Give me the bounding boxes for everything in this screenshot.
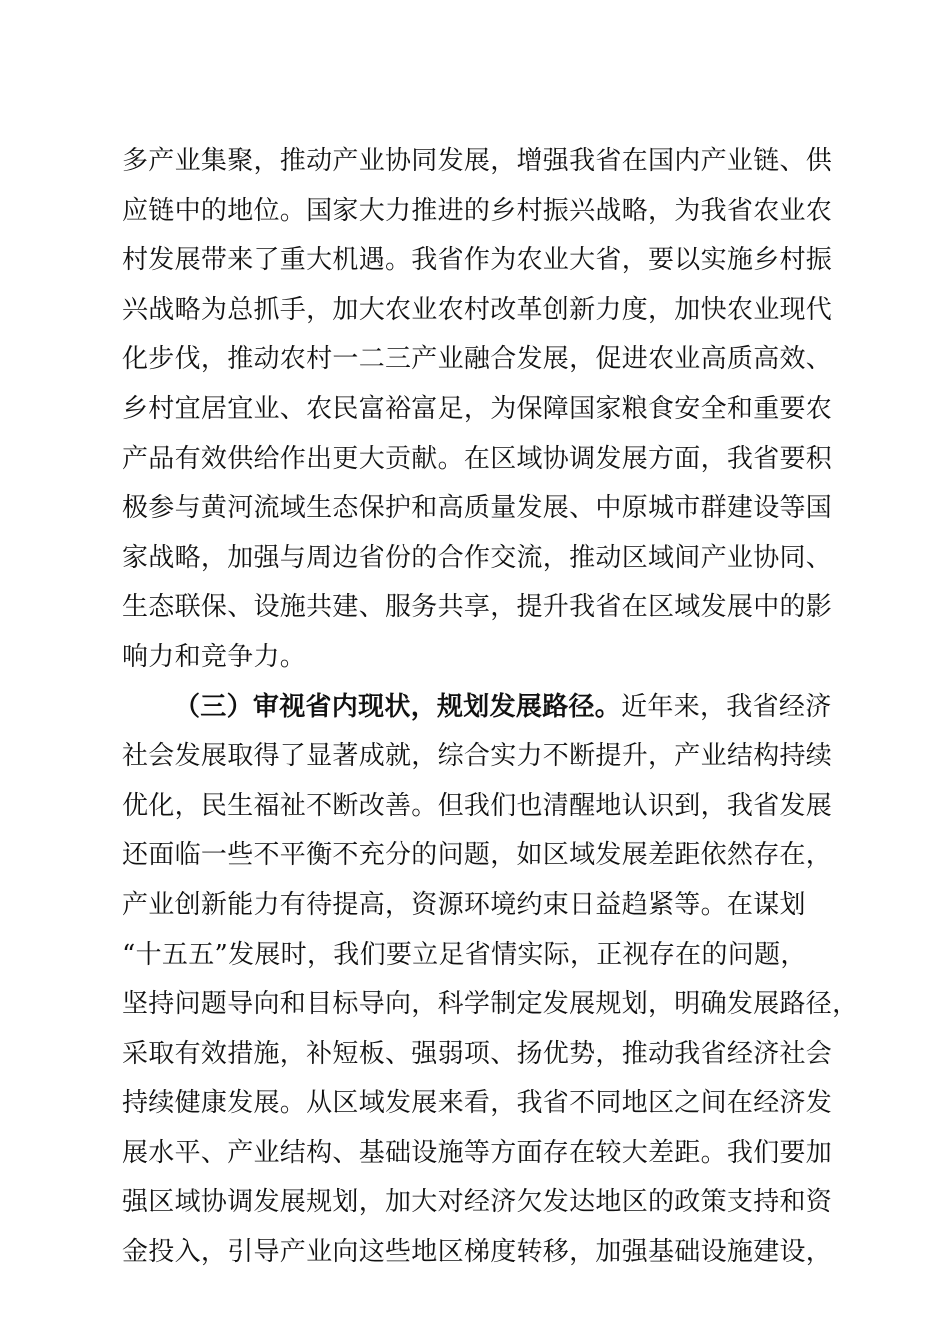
text-line: 村发展带来了重大机遇。我省作为农业大省，要以实施乡村振 bbox=[122, 245, 833, 276]
text-line: 产业创新能力有待提高，资源环境约束日益趋紧等。在谋划 bbox=[122, 889, 806, 920]
text-line: 产品有效供给作出更大贡献。在区域协调发展方面，我省要积 bbox=[122, 443, 833, 474]
text-line: 还面临一些不平衡不充分的问题，如区域发展差距依然存在， bbox=[122, 840, 833, 871]
text-line: 乡村宜居宜业、农民富裕富足，为保障国家粮食安全和重要农 bbox=[122, 393, 833, 424]
text-line: 应链中的地位。国家大力推进的乡村振兴战略，为我省农业农 bbox=[122, 195, 833, 226]
text-line: 金投入，引导产业向这些地区梯度转移，加强基础设施建设， bbox=[122, 1237, 833, 1268]
section-text: 近年来，我省经济 bbox=[621, 691, 832, 722]
text-line: 持续健康发展。从区域发展来看，我省不同地区之间在经济发 bbox=[122, 1088, 833, 1119]
section-heading: （三）审视省内现状，规划发展路径。 bbox=[174, 691, 622, 722]
text-line: 化步伐，推动农村一二三产业融合发展，促进农业高质高效、 bbox=[122, 344, 833, 375]
section-heading-line bbox=[122, 683, 832, 733]
text-line: “十五五”发展时，我们要立足省情实际，正视存在的问题， bbox=[122, 939, 807, 970]
text-line: 多产业集聚，推动产业协同发展，增强我省在国内产业链、供 bbox=[122, 146, 833, 176]
text-line: 极参与黄河流域生态保护和高质量发展、中原城市群建设等国 bbox=[122, 493, 833, 524]
text-line: 家战略，加强与周边省份的合作交流，推动区域间产业协同、 bbox=[122, 542, 833, 573]
text-line: 强区域协调发展规划，加大对经济欠发达地区的政策支持和资 bbox=[122, 1187, 833, 1218]
text-line: 生态联保、设施共建、服务共享，提升我省在区域发展中的影 bbox=[122, 592, 833, 623]
text-line: 响力和竞争力。 bbox=[122, 641, 307, 672]
text-line: 优化，民生福祉不断改善。但我们也清醒地认识到，我省发展 bbox=[122, 790, 833, 821]
body-text bbox=[122, 137, 859, 1278]
text-line: 采取有效措施，补短板、强弱项、扬优势，推动我省经济社会 bbox=[122, 1038, 833, 1069]
text-line: 展水平、产业结构、基础设施等方面存在较大差距。我们要加 bbox=[122, 1137, 833, 1168]
text-line: 兴战略为总抓手，加大农业农村改革创新力度，加快农业现代 bbox=[122, 294, 833, 325]
text-line: 社会发展取得了显著成就，综合实力不断提升，产业结构持续 bbox=[122, 741, 833, 772]
text-line: 坚持问题导向和目标导向，科学制定发展规划，明确发展路径， bbox=[122, 989, 859, 1020]
